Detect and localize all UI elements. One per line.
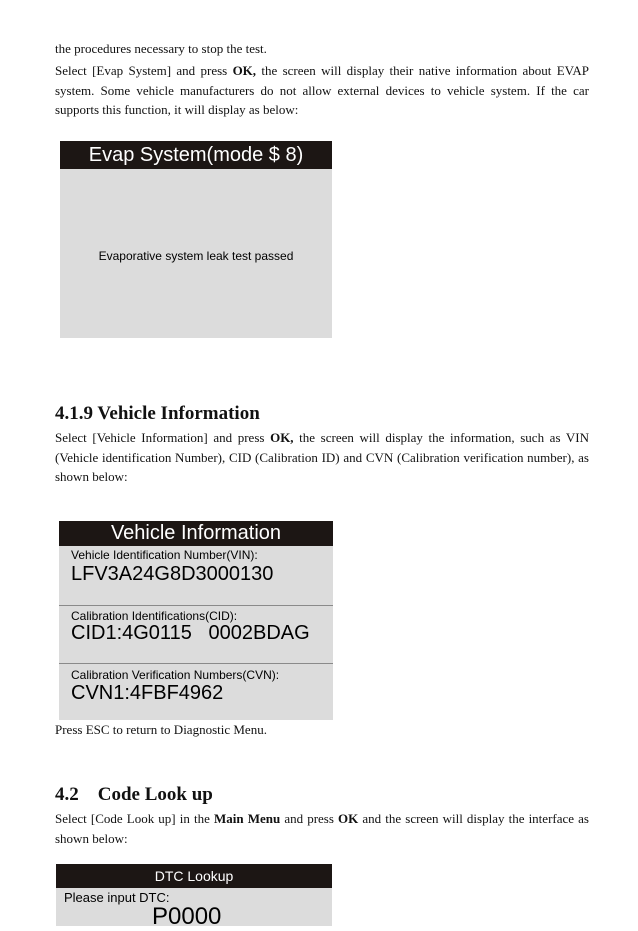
- evap-screen-message: Evaporative system leak test passed: [98, 249, 294, 263]
- code-lookup-paragraph: [55, 809, 589, 848]
- cvn-label: Calibration Verification Numbers(CVN):: [71, 668, 280, 682]
- code-lookup-paragraph-ok: OK: [338, 811, 359, 826]
- section-heading-vehicle-information: 4.1.9 Vehicle Information: [55, 403, 260, 424]
- cid-value: CID1:4G0115 0002BDAG: [71, 622, 310, 644]
- vehicle-info-paragraph: [55, 428, 589, 487]
- vin-section: [59, 546, 333, 605]
- cid-section: [59, 606, 333, 663]
- cvn-section: [59, 664, 333, 720]
- vin-label: Vehicle Identification Number(VIN):: [71, 548, 258, 562]
- evap-screen-title: Evap System(mode $ 8): [60, 141, 332, 169]
- code-lookup-paragraph-post: and the screen will display the interface as shown below:: [55, 811, 589, 846]
- intro-line: the procedures necessary to stop the test.: [55, 41, 267, 56]
- code-lookup-paragraph-mid: and press: [280, 811, 339, 826]
- vehicle-info-screen-title: Vehicle Information: [59, 521, 333, 546]
- vin-value: LFV3A24G8D3000130: [71, 563, 274, 585]
- vehicle-info-paragraph-ok: OK,: [270, 430, 294, 445]
- cvn-value: CVN1:4FBF4962: [71, 682, 224, 704]
- vehicle-info-paragraph-post: the screen will display the information, such as VIN (Vehicle identification Number), CID (Calibration ID) and CVN (Calibration verification number), as shown below:: [55, 430, 589, 484]
- evap-paragraph-post: the screen will display their native information about EVAP system. Some vehicle manufacturers do not allow external devices to vehicle system. If the car supports this function, it will display as below:: [55, 63, 589, 117]
- dtc-prompt-label: Please input DTC:: [64, 890, 170, 905]
- dtc-input-value: P0000: [152, 903, 222, 930]
- dtc-lookup-screen-title: DTC Lookup: [56, 864, 332, 888]
- code-lookup-paragraph-pre: Select [Code Look up] in the: [55, 811, 214, 826]
- evap-paragraph-ok: OK,: [232, 63, 257, 78]
- evap-paragraph: [55, 61, 589, 120]
- dtc-lookup-screen: [56, 864, 332, 930]
- vehicle-info-screen: [59, 521, 333, 720]
- evap-screen: [60, 141, 332, 338]
- esc-instruction: Press ESC to return to Diagnostic Menu.: [55, 722, 267, 737]
- evap-paragraph-pre: Select [Evap System] and press: [55, 63, 233, 78]
- cid-label: Calibration Identifications(CID):: [71, 609, 238, 623]
- code-lookup-paragraph-main-menu: Main Menu: [213, 811, 281, 826]
- section-heading-code-look-up: 4.2 Code Look up: [55, 784, 213, 805]
- vehicle-info-paragraph-pre: Select [Vehicle Information] and press: [55, 430, 271, 445]
